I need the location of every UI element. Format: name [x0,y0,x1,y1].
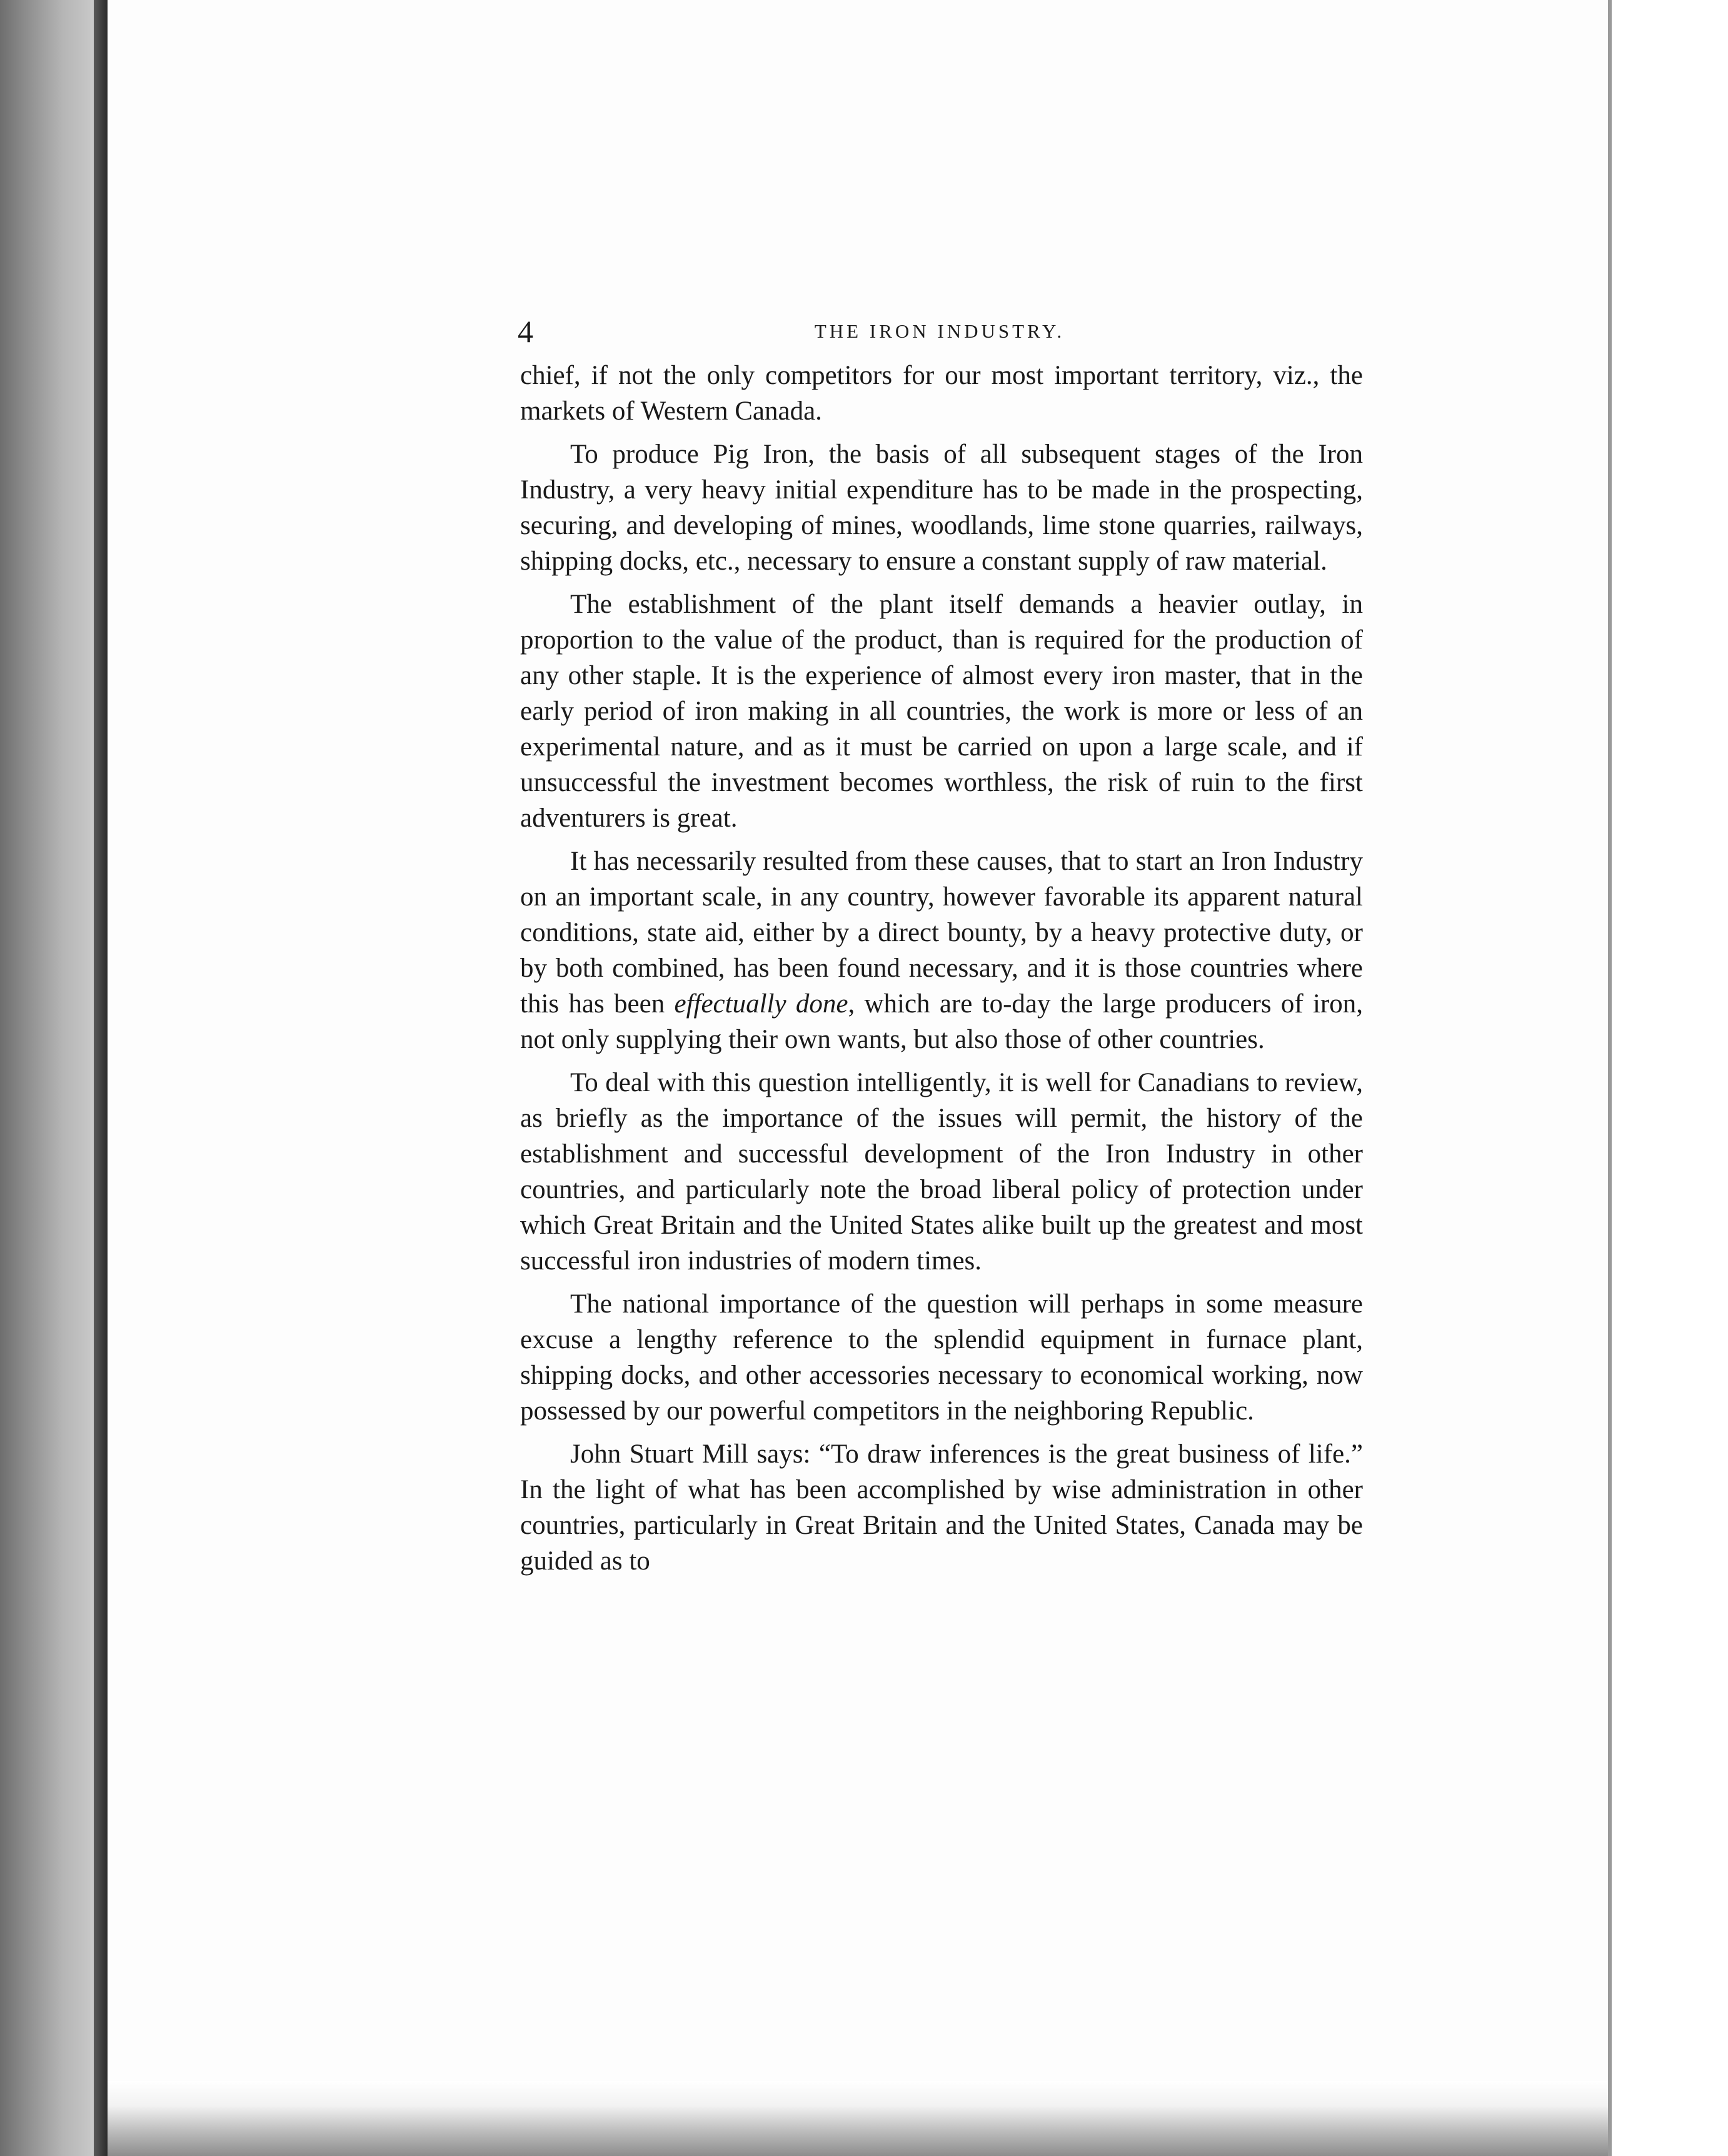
paragraph: To produce Pig Iron, the basis of all subsequent stages of the Iron Industry, a very heavy initial expenditure has to be made in the prospecting, securing, and developing of mines, woodlands, lime stone quarries, railways, shipping docks, etc., necessary to ensure a constant supply of raw material. [520,440,1363,576]
emphasized-text: effectually done [674,989,848,1019]
body-text [520,358,1363,1586]
paragraph: chief, if not the only competitors for our most important territory, viz., the markets of Western Canada. [520,361,1363,426]
paragraph [520,844,1363,1057]
page-binding-shadow [94,0,108,2156]
scan-left-edge [0,0,105,2156]
scan-bottom-edge [108,2081,1728,2156]
paragraph-text: It has necessarily resulted from these causes, that to start an Iron Industry on an important scale, in any country, however favorable its apparent natural conditions, state aid, either by a direct bounty, by a heavy protective duty, or by both combined, has been found necessary, and it is those countries where this has been [520,847,1363,1019]
paragraph: John Stuart Mill says: “To draw inferences is the great business of life.” In the light of what has been accomplished by wise administration in other countries, particularly in Great Britain and the United States, Canada may be guided as to [520,1439,1363,1576]
paragraph-text: , which are to-day the large producers of iron, not only supplying their own wants, but also those of other countries. [520,989,1363,1054]
scan-right-margin [1612,0,1728,2156]
paragraph: The national importance of the question will perhaps in some measure excuse a lengthy reference to the splendid equipment in furnace plant, shipping docks, and other accessories necessary to economical working, now possessed by our powerful competitors in the neighboring Republic. [520,1289,1363,1426]
paragraph: To deal with this question intelligently, it is well for Canadians to review, as briefly as the importance of the issues will permit, the history of the establishment and successful development of the Iron Industry in other countries, and particularly note the broad liberal policy of protection under which Great Britain and the United States alike built up the greatest and most successful iron industries of modern times. [520,1068,1363,1276]
page-header [518,313,1362,363]
paragraph: The establishment of the plant itself demands a heavier outlay, in proportion to the value of the product, than is required for the production of any other staple. It is the experience of almost every iron master, that in the early period of iron making in all countries, the work is more or less of an experimental nature, and as it must be carried on upon a large scale, and if unsuccessful the investment becomes worthless, the risk of ruin to the first adventurers is great. [520,590,1363,833]
page-number: 4 [518,314,533,349]
running-title: THE IRON INDUSTRY. [814,320,1065,342]
